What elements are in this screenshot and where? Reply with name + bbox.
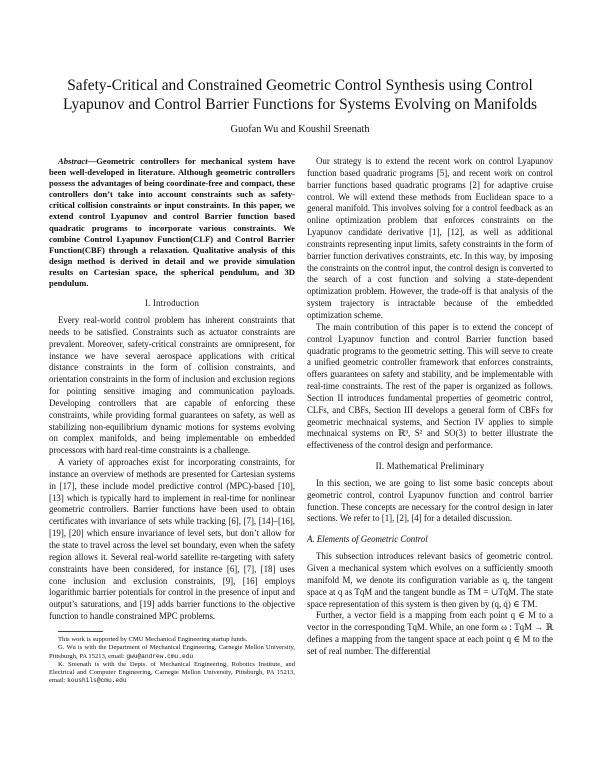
abstract-text: —Geometric controllers for mechanical system have been well-developed in literature. Although geometric controllers possess the advantages of being coordinate-free and compact, these controllers don’t take into account constraints such as safety-critical collision constraints or input constraints. In this paper, we extend control Lyapunov and control Barrier function based quadratic programs to incorporate various constraints. We combine Control Lyapunov Function(CLF) and Control Barrier Function(CBF) through a relaxation. Qualitative analysis of this design method is derived in detail and we provide simulation results on Cartesian space, the spherical pendulum, and 3D pendulum. bbox=[49, 156, 295, 289]
intro-paragraph-1: Every real-world control problem has inherent constraints that needs to be satisfied. Constraints such as actuator constraints are prevalent. Moreover, safety-critical constraints are omnipresent, for instance we have several aerospace applications with critical distance constraints in the form of collision constraints, and orientation constraints in the form of inclusion and exclusion regions for pointing sensitive imaging and communication payloads. Developing controllers that are capable of enforcing these constraints, while providing formal guarantees on safety, as well as stabilizing non-equilibrium dynamic motions for systems evolving on complex manifolds, and being implementable on embedded processors with hard real-time constraints is a challenge. bbox=[49, 314, 295, 456]
section-heading-introduction: I. Introduction bbox=[144, 298, 200, 309]
footnotes bbox=[49, 636, 295, 686]
footnote-funding: This work is supported by CMU Mechanical Engineering startup funds. bbox=[58, 635, 248, 643]
abstract bbox=[49, 156, 295, 289]
footnote-divider bbox=[58, 631, 103, 632]
footnote-author-1: G. Wu is with the Department of Mechanical Engineering, Carnegie Mellon University, Pittsburgh, PA 15213, email: gwu@andrew.cmu.edu bbox=[49, 644, 295, 660]
subsection-heading-elements: A. Elements of Geometric Control bbox=[307, 534, 428, 545]
footnote-author-2: K. Sreenath is with the Depts. of Mechanical Engineering, Robotics Institute, and Electrical and Computer Engineering, Carnegie Mellon University, Pittsburgh, PA 15213, email: koushils@cmu.edu bbox=[49, 660, 295, 685]
author-list: Guofan Wu and Koushil Sreenath bbox=[230, 124, 370, 135]
left-column bbox=[49, 156, 295, 686]
intro-paragraph-2: A variety of approaches exist for incorporating constraints, for instance an overview of methods are presented for Cartesian systems in [17], these include model predictive control (MPC)-based [10], [13] which is typically hard to implement in real-time for nonlinear geometric controllers. Barrier functions have been used to obtain certificates with invariance of sets while tracking [6], [7], [14]–[16], [19], [20] which ensure invariance of level sets, but don’t allow for the state to travel across the level set boundary, even when the safety region allows it. Several real-world satellite re-targeting with safety constraints have been considered, for instance [6], [7], [18] uses cone inclusion and exclusion constraints, [9], [16] employs logarithmic barrier potentials for control in the presence of input and output’s saturations, and [19] adds barrier functions to the objective function to handle constrained MPC problems. bbox=[49, 457, 295, 622]
contribution-paragraph: The main contribution of this paper is to extend the concept of control Lyapunov function and control Barrier function based quadratic programs to the geometric setting. This will serve to create a unified geometric controller framework that enforces constraints, offers guarantees on safety and stability, and be implementable with real-time constraints. The rest of the paper is organized as follows. Section II introduces fundamental properties of geometric control, CLFs, and CBFs, Section III develops a general form of CBFs for geometric mechnaical systems, and Section IV applies to simple mechnaical systems on ℝ³, S² and SO(3) to better illustrate the effectiveness of the control design and performance. bbox=[307, 321, 553, 451]
email-link-2[interactable]: koushils@cmu.edu bbox=[67, 677, 127, 685]
email-link-1[interactable]: gwu@andrew.cmu.edu bbox=[126, 652, 194, 660]
right-column bbox=[307, 156, 553, 658]
elements-paragraph-2: Further, a vector field is a mapping from each point q ∈ M to a vector in the corresponding TqM. While, an one form ω : TqM → ℝ defines a mapping from the tangent space at each point q ∈ M to the set of real number. The differential bbox=[307, 610, 553, 656]
preliminary-paragraph: In this section, we are going to list some basic concepts about geometric control, control Lyapunov function and control barrier function. These concepts are necessary for the control design in later sections. We refer to [1], [2], [4] for a detailed discussion. bbox=[307, 477, 553, 524]
abstract-label: Abstract bbox=[58, 156, 88, 166]
elements-paragraph-1: This subsection introduces relevant basics of geometric control. Given a mechanical system which evolves on a sufficiently smooth manifold M, we denote its configuration variable as q, the tangent space at q as TqM and the tangent bundle as TM = ∪TqM. The state space representation of this system is then given by (q, q̇) ∈ TM. bbox=[307, 551, 553, 609]
section-heading-preliminary: II. Mathematical Preliminary bbox=[375, 461, 485, 472]
paper-title: Safety-Critical and Constrained Geometric Control Synthesis using Control Lyapunov and Control Barrier Functions for Systems Evolving on Manifolds bbox=[62, 77, 538, 113]
strategy-paragraph: Our strategy is to extend the recent work on control Lyapunov function based quadratic programs [5], and recent work on control barrier functions based quadratic programs [2] for adaptive cruise control. We will extend these methods from Euclidean space to a general manifold. This involves solving for a control feedback as an online optimization problem that enforces constraints on the Lyapunov candidate derivative [1], [12], as well as additional constraints representing input limits, safety constraints in the form of barrier function derivatives constraints, etc. In this way, by imposing the constraints on the control input, the control design is converted to the search of a cost function and solving a state-dependent optimization problem. However, the trade-off is that analysis of the system trajectory is intractable because of the embedded optimization scheme. bbox=[307, 156, 553, 320]
